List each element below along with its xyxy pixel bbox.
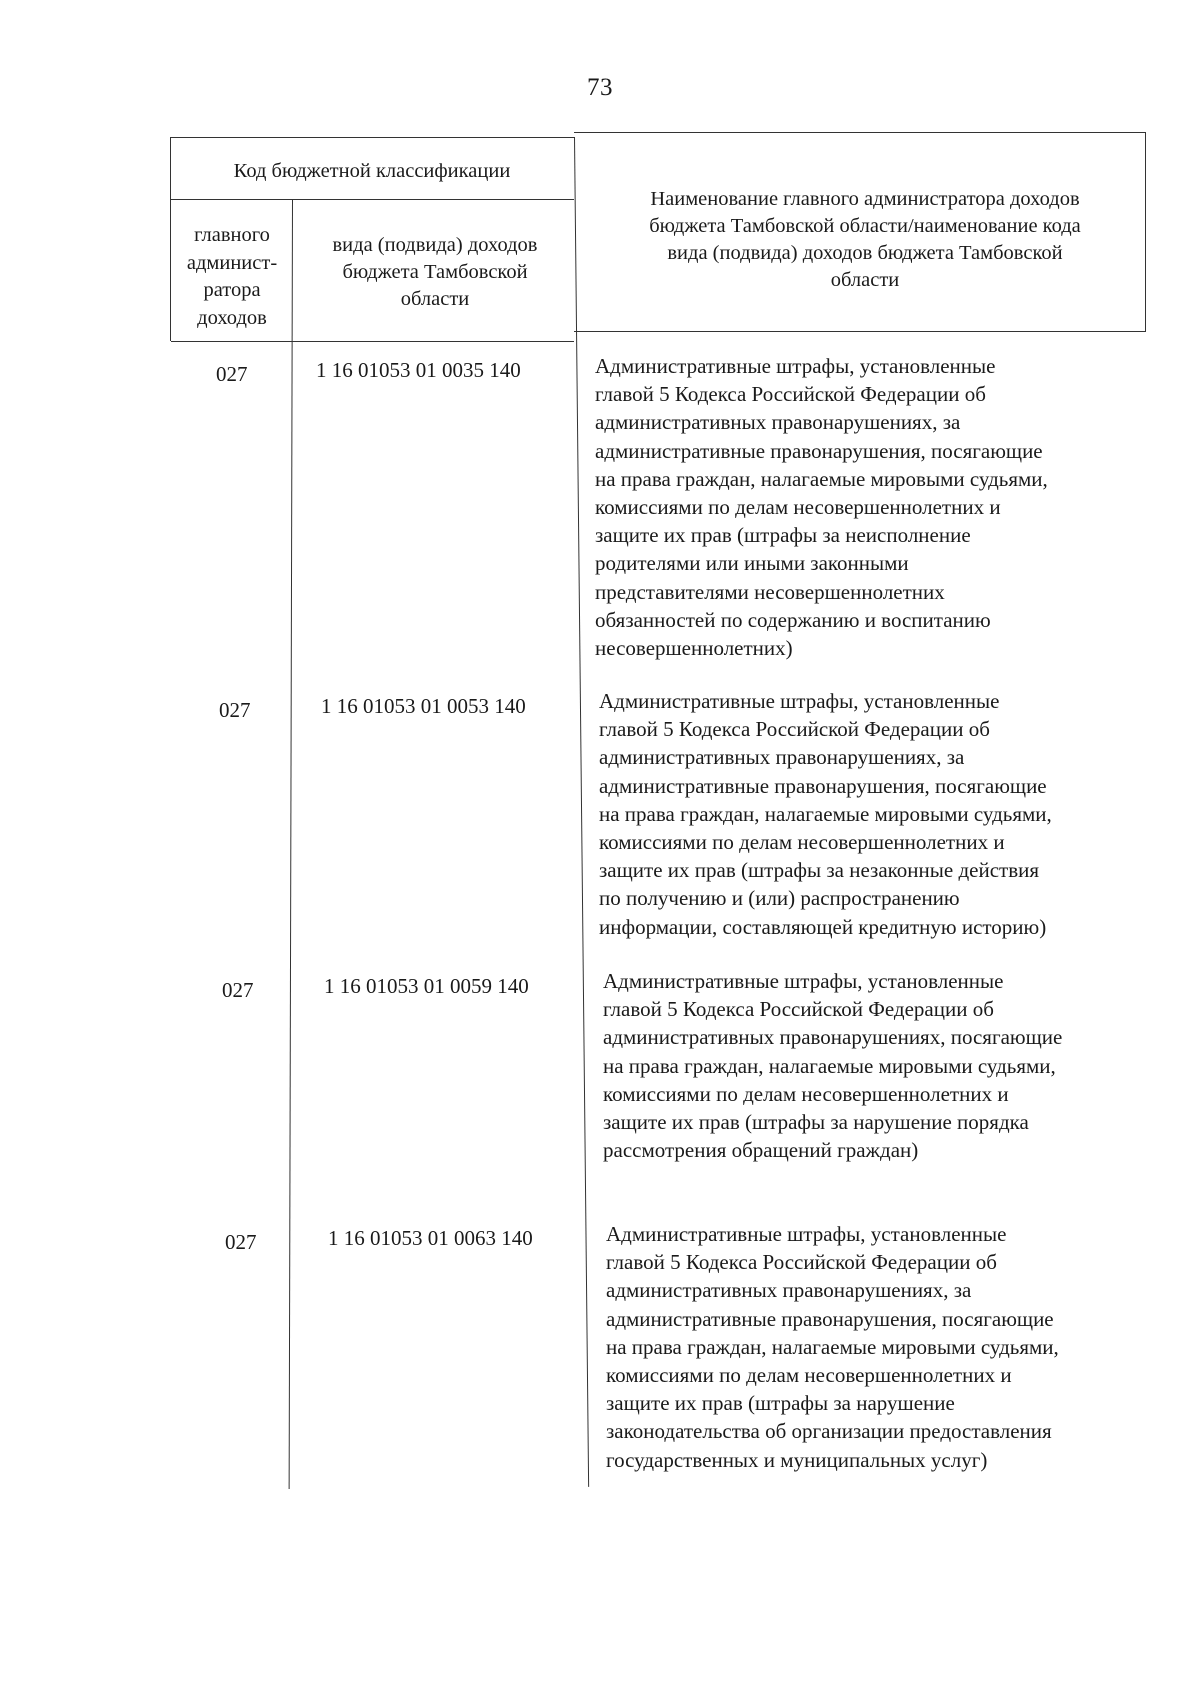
header-bottom-border [171,341,574,342]
column-separator-admin [289,199,293,1489]
row-description: Административные штрафы, установленные главой 5 Кодекса Российской Федерации об административных правонарушениях, посягающие на права граждан, налагаемые мировыми судьями, комиссиями по делам несовершеннолетних и защите их прав (штрафы за нарушение порядка рассмотрения обращений граждан) [603,969,1063,1163]
table-top-border [170,137,575,138]
header-admin-column: главного админист- ратора доходов [186,224,278,329]
header-kind-column: вида (подвида) доходов бюджета Тамбовской области [332,234,538,310]
row-kbk-code: 1 16 01053 01 0059 140 [324,974,529,998]
header-name-column: Наименование главного администратора доходов бюджета Тамбовской области/наименование кода вида (подвида) доходов бюджета Тамбовской области [649,188,1081,291]
row-admin-code: 027 [225,1230,257,1254]
row-admin-code: 027 [216,362,248,386]
header-right-border [1145,132,1146,332]
page-number: 73 [587,74,613,101]
header-subgroup-divider [170,199,574,200]
column-separator-name [574,137,589,1487]
header-group-title: Код бюджетной классификации [233,160,511,182]
table-top-border-right [574,132,1146,133]
row-kbk-code: 1 16 01053 01 0063 140 [328,1226,533,1250]
row-kbk-code: 1 16 01053 01 0053 140 [321,694,526,718]
row-description: Административные штрафы, установленные главой 5 Кодекса Российской Федерации об административных правонарушениях, за административные правонарушения, посягающие на права граждан, налагаемые мировыми судьями, комиссиями по делам несовершеннолетних и защите их прав (штрафы за незаконные действия по получению и (или) распространению информации, составляющей кредитную историю) [599,689,1052,939]
header-bottom-border-right [574,331,1146,332]
row-admin-code: 027 [222,978,254,1002]
row-description: Административные штрафы, установленные главой 5 Кодекса Российской Федерации об административных правонарушениях, за административные правонарушения, посягающие на права граждан, налагаемые мировыми судьями, комиссиями по делам несовершеннолетних и защите их прав (штрафы за нарушение законодательства об организации предоставления государственных и муниципальных услуг) [606,1222,1059,1472]
row-admin-code: 027 [219,698,251,722]
row-kbk-code: 1 16 01053 01 0035 140 [316,358,521,382]
row-description: Административные штрафы, установленные главой 5 Кодекса Российской Федерации об административных правонарушениях, за административные правонарушения, посягающие на права граждан, налагаемые мировыми судьями, комиссиями по делам несовершеннолетних и защите их прав (штрафы за неисполнение родителями или иными законными представителями несовершеннолетних обязанностей по содержанию и воспитанию несовершеннолетних) [595,354,1048,661]
